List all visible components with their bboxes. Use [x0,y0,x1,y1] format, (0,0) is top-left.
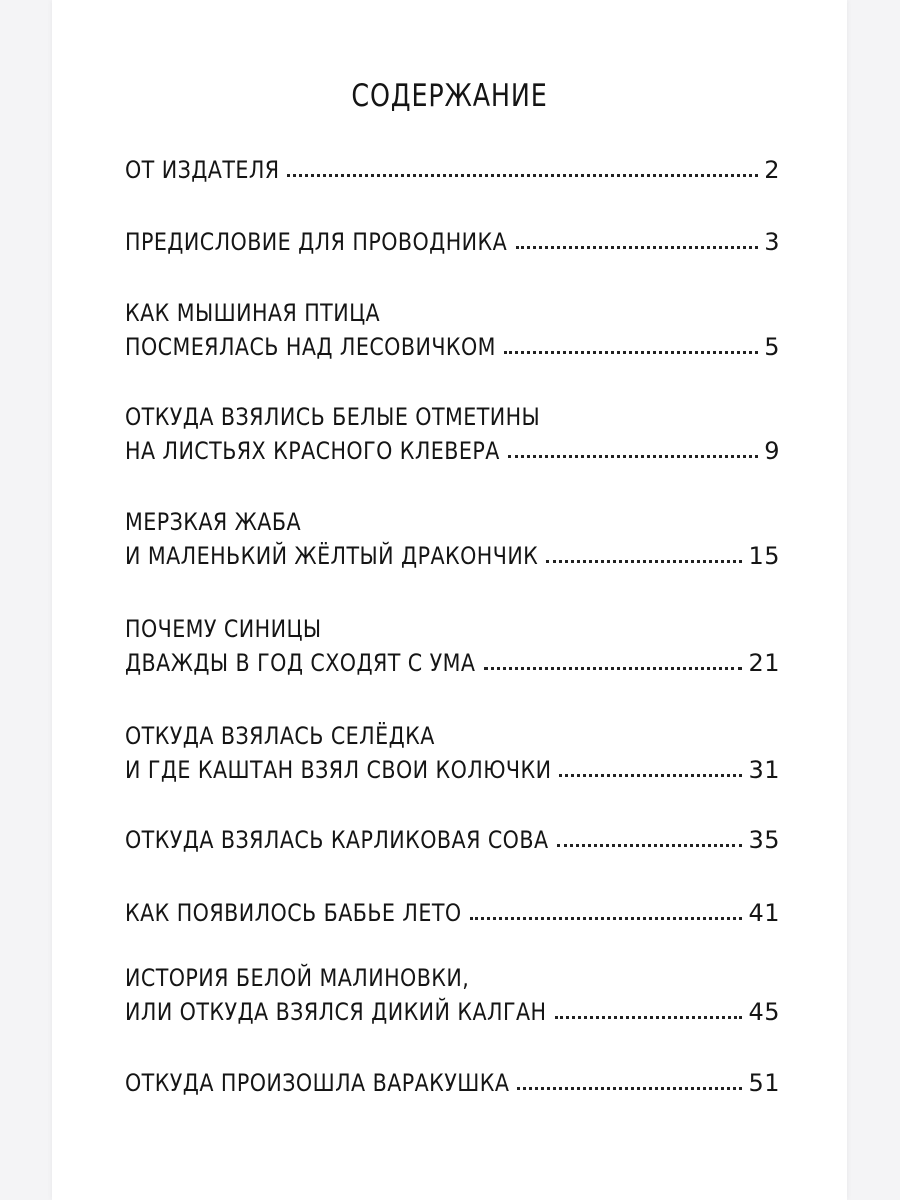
toc-entry-page: 21 [748,649,780,677]
toc-entry [125,502,780,570]
toc-entry-title-line: НА ЛИСТЬЯХ КРАСНОГО КЛЕВЕРА [125,437,500,465]
toc-entry-title: ПРЕДИСЛОВИЕ ДЛЯ ПРОВОДНИКА [125,228,508,256]
toc-entry [125,820,780,854]
dot-leader [470,917,743,920]
toc-entry [125,293,780,361]
toc-entry [125,1063,780,1097]
toc-entry [125,716,780,784]
toc-entry [125,609,780,677]
toc-entry [125,150,780,184]
dot-leader [546,560,743,563]
toc-entry-page: 45 [748,998,780,1026]
toc-entry-page: 35 [748,826,780,854]
toc-entry [125,958,780,1026]
dot-leader [559,774,742,777]
dot-leader [557,844,743,847]
toc-entry-title-line: И МАЛЕНЬКИЙ ЖЁЛТЫЙ ДРАКОНЧИК [125,542,539,570]
toc-entry-title: КАК ПОЯВИЛОСЬ БАБЬЕ ЛЕТО [125,899,462,927]
toc-entry-page: 5 [764,333,780,361]
toc-entry-page: 31 [748,756,780,784]
toc-entry [125,397,780,465]
dot-leader [555,1016,743,1019]
dot-leader [508,455,759,458]
dot-leader [287,174,758,177]
toc-entry-title-line: КАК МЫШИНАЯ ПТИЦА [125,299,381,327]
dot-leader [484,667,743,670]
toc-entry-title-line: ИЛИ ОТКУДА ВЗЯЛСЯ ДИКИЙ КАЛГАН [125,998,547,1026]
toc-entry-title-line: ОТКУДА ВЗЯЛАСЬ СЕЛЁДКА [125,722,435,750]
toc-entry-title-line: ИСТОРИЯ БЕЛОЙ МАЛИНОВКИ, [125,964,470,992]
toc-entry-page: 41 [748,899,780,927]
toc-entry-title-line: МЕРЗКАЯ ЖАБА [125,508,302,536]
toc-entry-page: 9 [764,437,780,465]
toc-entry [125,222,780,256]
toc-entry-page: 51 [748,1069,780,1097]
toc-entry-page: 2 [764,156,780,184]
toc-entry-title-line: ПОЧЕМУ СИНИЦЫ [125,615,322,643]
toc-entry-title-line: ПОСМЕЯЛАСЬ НАД ЛЕСОВИЧКОМ [125,333,496,361]
toc-entry [125,893,780,927]
page-title: СОДЕРЖАНИЕ [351,78,548,114]
dot-leader [517,1087,742,1090]
toc-entry-title-line: И ГДЕ КАШТАН ВЗЯЛ СВОИ КОЛЮЧКИ [125,756,552,784]
toc-entry-title: ОТ ИЗДАТЕЛЯ [125,156,280,184]
toc-entry-title-line: ДВАЖДЫ В ГОД СХОДЯТ С УМА [125,649,476,677]
toc-entry-page: 15 [748,542,780,570]
toc-entry-title: ОТКУДА ВЗЯЛАСЬ КАРЛИКОВАЯ СОВА [125,826,549,854]
toc-entry-title: ОТКУДА ПРОИЗОШЛА ВАРАКУШКА [125,1069,510,1097]
dot-leader [504,351,758,354]
toc-entry-page: 3 [764,228,780,256]
toc-entry-title-line: ОТКУДА ВЗЯЛИСЬ БЕЛЫЕ ОТМЕТИНЫ [125,403,541,431]
dot-leader [516,246,759,249]
